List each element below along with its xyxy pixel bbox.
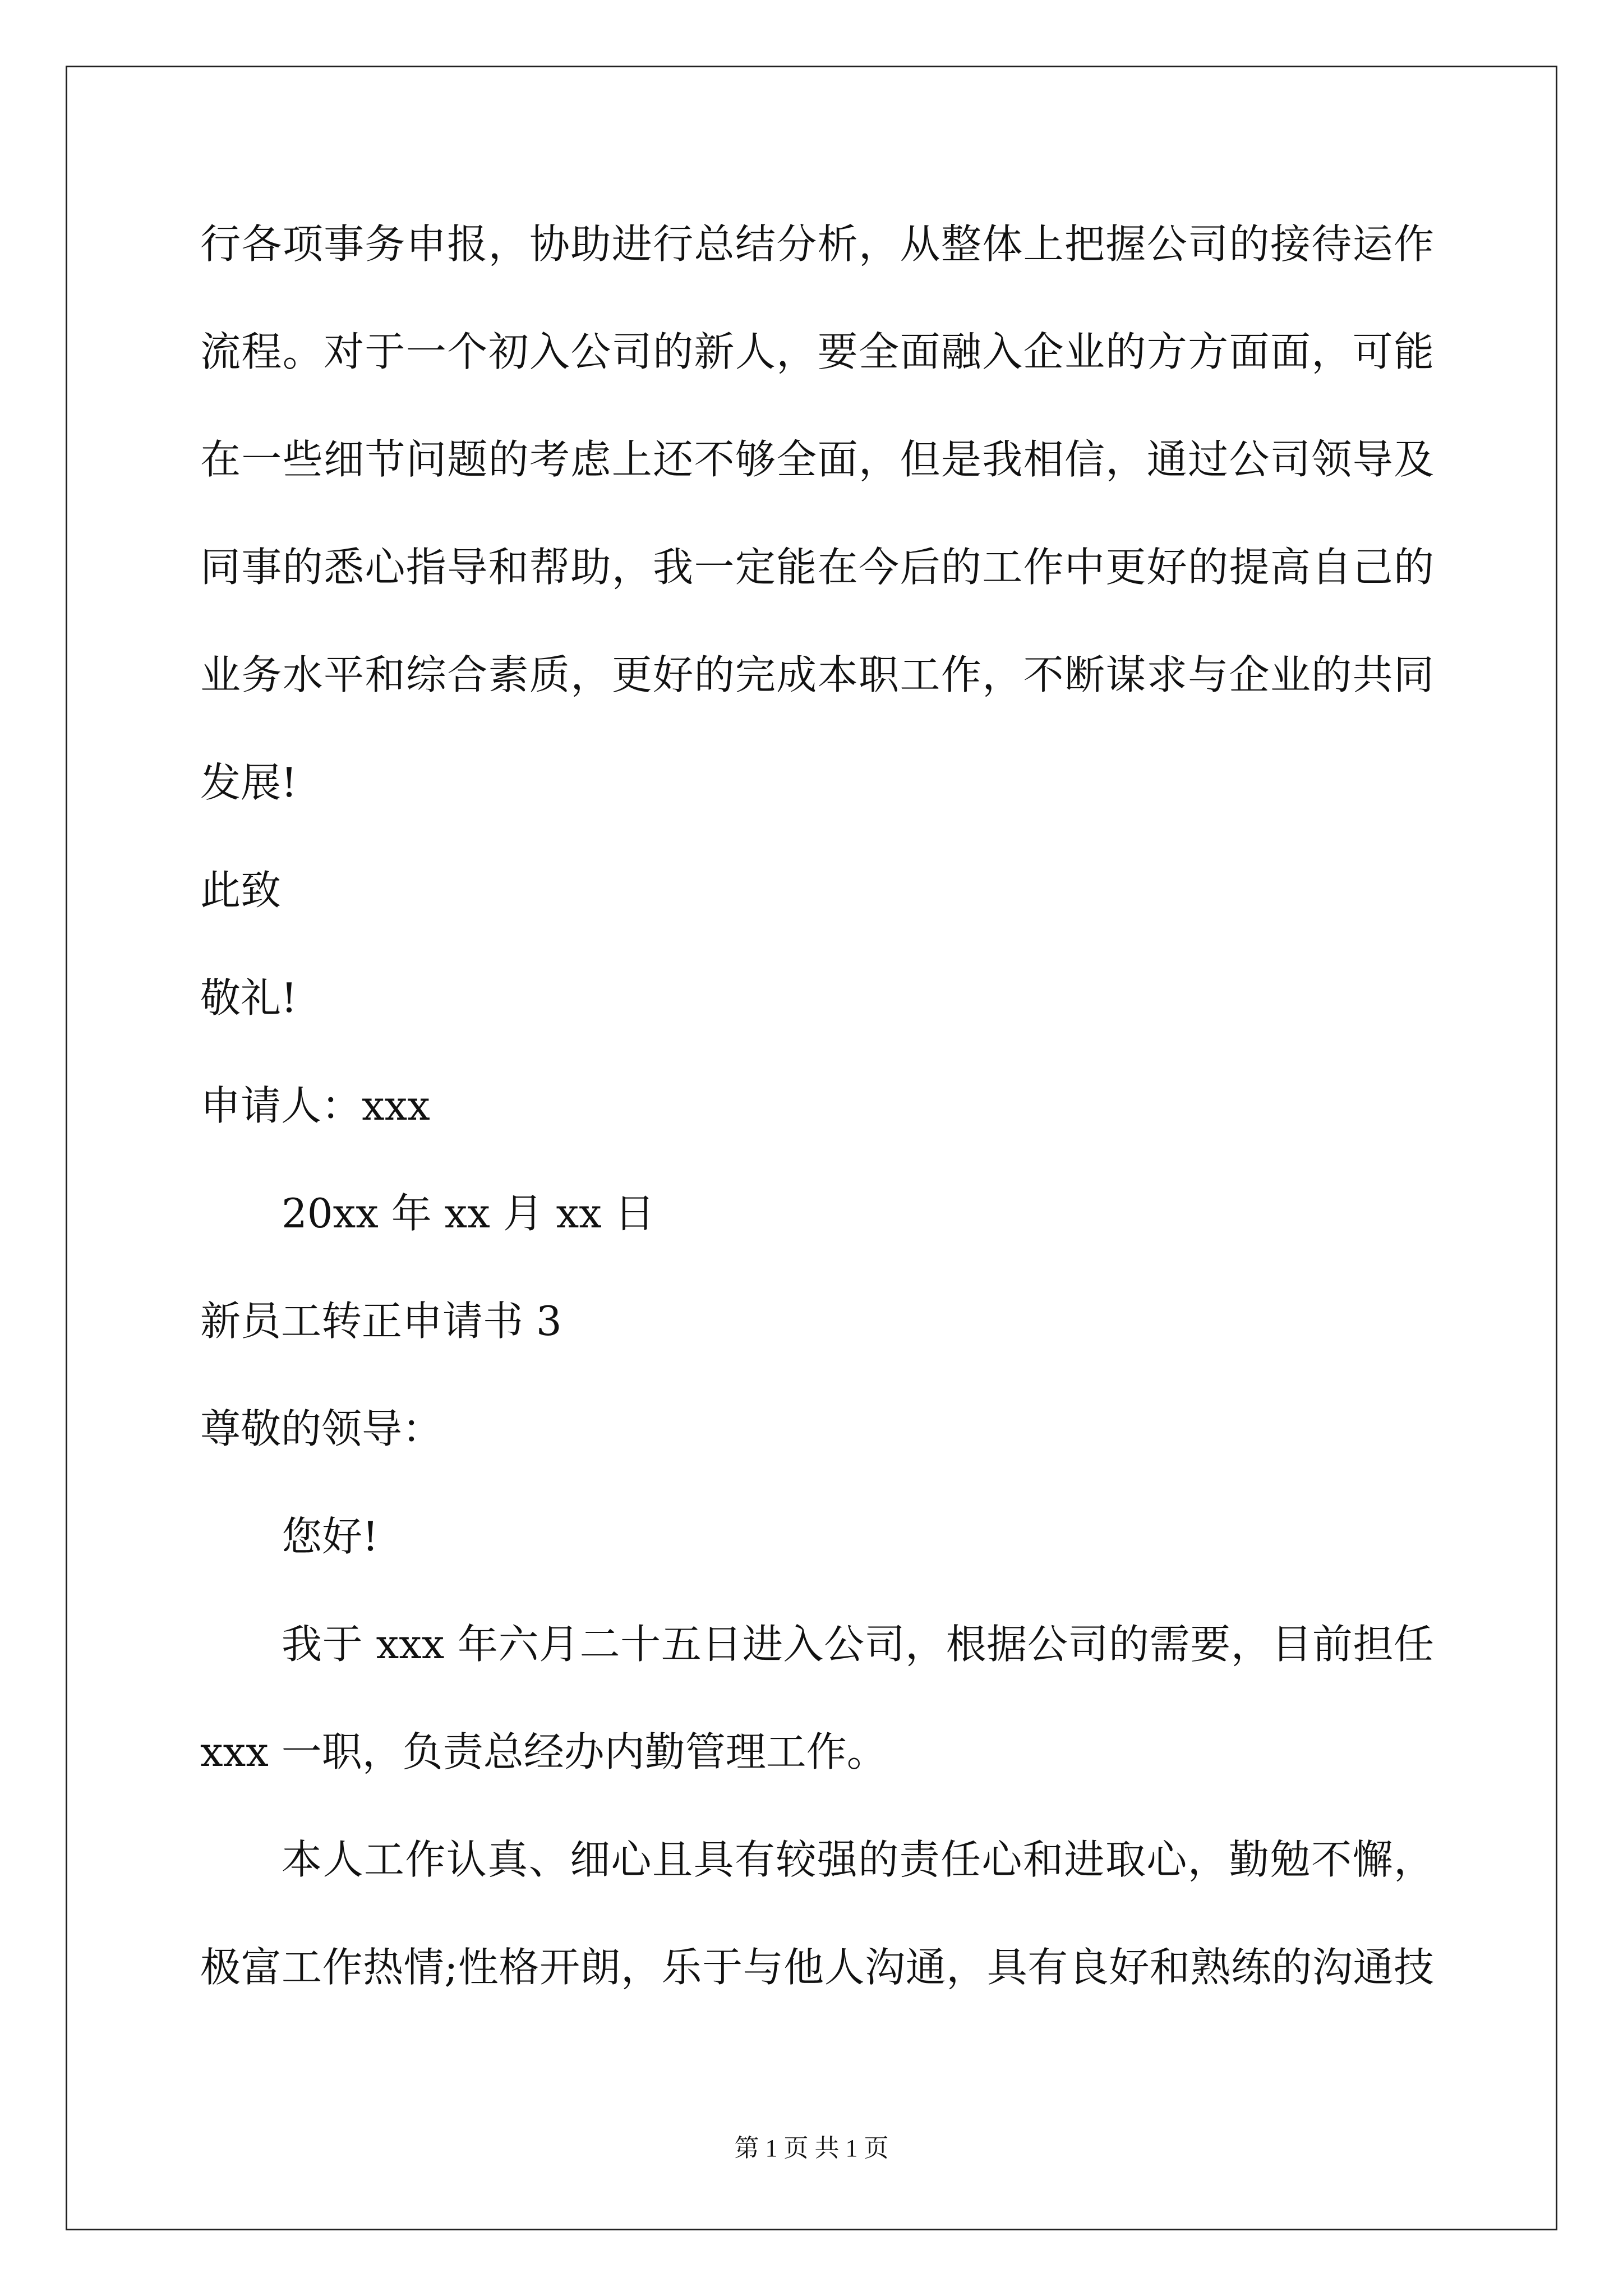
text-line: 行各项事务申报，协助进行总结分析，从整体上把握公司的接待运作 xyxy=(200,220,1434,268)
closing-regards: 敬礼! xyxy=(200,974,297,1022)
closing-salutation: 此致 xyxy=(200,867,282,914)
applicant-line: 申请人：xxx xyxy=(200,1082,430,1129)
greeting-recipient: 尊敬的领导： xyxy=(200,1405,443,1452)
page-border xyxy=(66,66,1557,2230)
text-line: 流程。对于一个初入公司的新人，要全面融入企业的方方面面，可能 xyxy=(200,328,1434,375)
text-line: 同事的悉心指导和帮助，我一定能在今后的工作中更好的提高自己的 xyxy=(200,544,1434,591)
text-line: 我于 xxx 年六月二十五日进入公司，根据公司的需要，目前担任 xyxy=(282,1621,1434,1668)
text-line: 业务水平和综合素质，更好的完成本职工作，不断谋求与企业的共同 xyxy=(200,651,1434,698)
greeting: 您好! xyxy=(282,1513,379,1560)
text-line: 在一些细节问题的考虑上还不够全面，但是我相信，通过公司领导及 xyxy=(200,436,1434,483)
text-line: 本人工作认真、细心且具有较强的责任心和进取心，勤勉不懈， xyxy=(282,1836,1434,1883)
section-title: 新员工转正申请书 3 xyxy=(200,1297,562,1345)
page-footer: 第 1 页 共 1 页 xyxy=(734,2134,889,2162)
text-line: xxx 一职，负责总经办内勤管理工作。 xyxy=(200,1728,887,1775)
text-line: 极富工作热情;性格开朗，乐于与他人沟通，具有良好和熟练的沟通技 xyxy=(200,1944,1434,1991)
text-line: 发展! xyxy=(200,759,297,806)
date-line: 20xx 年 xx 月 xx 日 xyxy=(282,1190,655,1237)
